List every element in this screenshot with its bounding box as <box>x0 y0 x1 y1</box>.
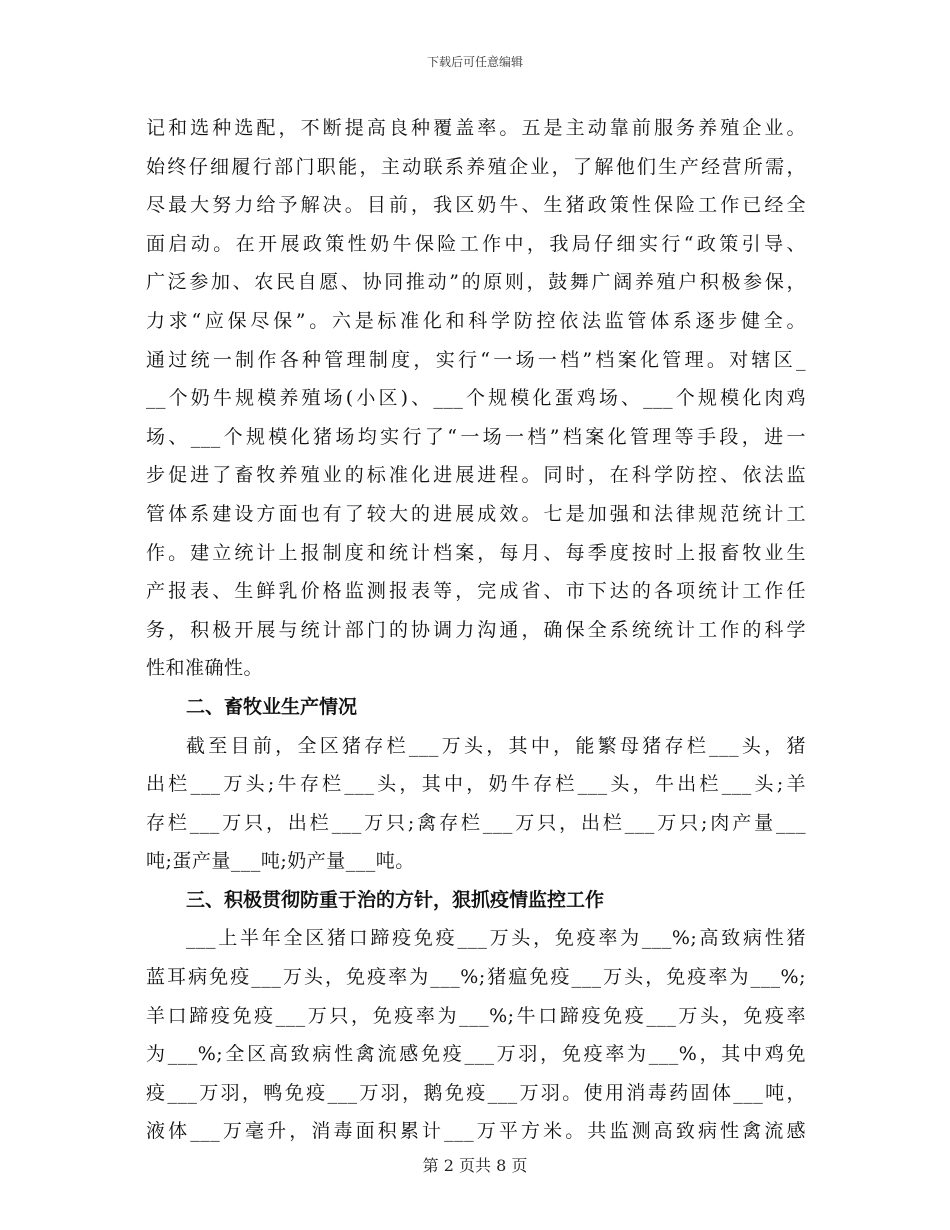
text-line: 产报表、生鲜乳价格监测报表等，完成省、市下达的各项统计工作任 <box>146 580 806 603</box>
text-line: 面启动。在开展政策性奶牛保险工作中，我局仔细实行“政策引导、 <box>146 232 806 255</box>
text-line: __个奶牛规模养殖场(小区)、___个规模化蛋鸡场、___个规模化肉鸡 <box>146 387 806 410</box>
text-line: 作。建立统计上报制度和统计档案，每月、每季度按时上报畜牧业生 <box>146 541 806 564</box>
text-line: 场、___个规模化猪场均实行了“一场一档”档案化管理等手段，进一 <box>146 425 806 448</box>
text-line: 截至目前，全区猪存栏___万头，其中，能繁母猪存栏___头，猪 <box>186 734 806 757</box>
text-line: 液体___万毫升，消毒面积累计___万平方米。共监测高致病性禽流感 <box>146 1120 806 1143</box>
text-line: 广泛参加、农民自愿、协同推动”的原则，鼓舞广阔养殖户积极参保， <box>146 271 806 294</box>
text-line: 务，积极开展与统计部门的协调力沟通，确保全系统统计工作的科学 <box>146 618 806 641</box>
text-line: 吨;蛋产量___吨;奶产量___吨。 <box>146 850 415 873</box>
text-line: 疫___万羽，鸭免疫___万羽，鹅免疫___万羽。使用消毒药固体___吨， <box>146 1081 806 1104</box>
text-line: 尽最大努力给予解决。目前，我区奶牛、生猪政策性保险工作已经全 <box>146 194 806 217</box>
text-line: 力求“应保尽保”。六是标准化和科学防控依法监管体系逐步健全。 <box>146 309 806 332</box>
paragraph-3 <box>146 919 806 1151</box>
text-line: 管体系建设方面也有了较大的进展成效。七是加强和法律规范统计工 <box>146 502 806 525</box>
paragraph-2 <box>146 727 806 881</box>
text-line: ___上半年全区猪口蹄疫免疫___万头，免疫率为___%;高致病性猪 <box>186 927 806 950</box>
text-line: 始终仔细履行部门职能，主动联系养殖企业，了解他们生产经营所需， <box>146 155 806 178</box>
page-footer: 第 2 页共 8 页 <box>422 1156 528 1175</box>
text-line: 步促进了畜牧养殖业的标准化进展进程。同时，在科学防控、依法监 <box>146 464 806 487</box>
text-line: 存栏___万只，出栏___万只;禽存栏___万只，出栏___万只;肉产量___ <box>146 811 806 834</box>
section-heading-2: 二、畜牧业生产情况 <box>186 695 358 718</box>
document-body <box>146 109 806 1151</box>
text-line: 蓝耳病免疫___万头，免疫率为___%;猪瘟免疫___万头，免疫率为___%; <box>146 966 806 989</box>
text-line: 为___%;全区高致病性禽流感免疫___万羽，免疫率为___%，其中鸡免 <box>146 1043 806 1066</box>
paragraph-1 <box>146 109 806 688</box>
section-heading-3: 三、积极贯彻防重于治的方针，狠抓疫情监控工作 <box>186 888 605 911</box>
text-line: 性和准确性。 <box>146 657 264 680</box>
text-line: 记和选种选配，不断提高良种覆盖率。五是主动靠前服务养殖企业。 <box>146 117 806 139</box>
text-line: 羊口蹄疫免疫___万只，免疫率为___%;牛口蹄疫免疫___万头，免疫率 <box>146 1004 806 1027</box>
text-line: 出栏___万头;牛存栏___头，其中，奶牛存栏___头，牛出栏___头;羊 <box>146 773 806 796</box>
page-header: 下载后可任意编辑 <box>426 55 523 69</box>
text-line: 通过统一制作各种管理制度，实行“一场一档”档案化管理。对辖区_ <box>146 348 806 371</box>
